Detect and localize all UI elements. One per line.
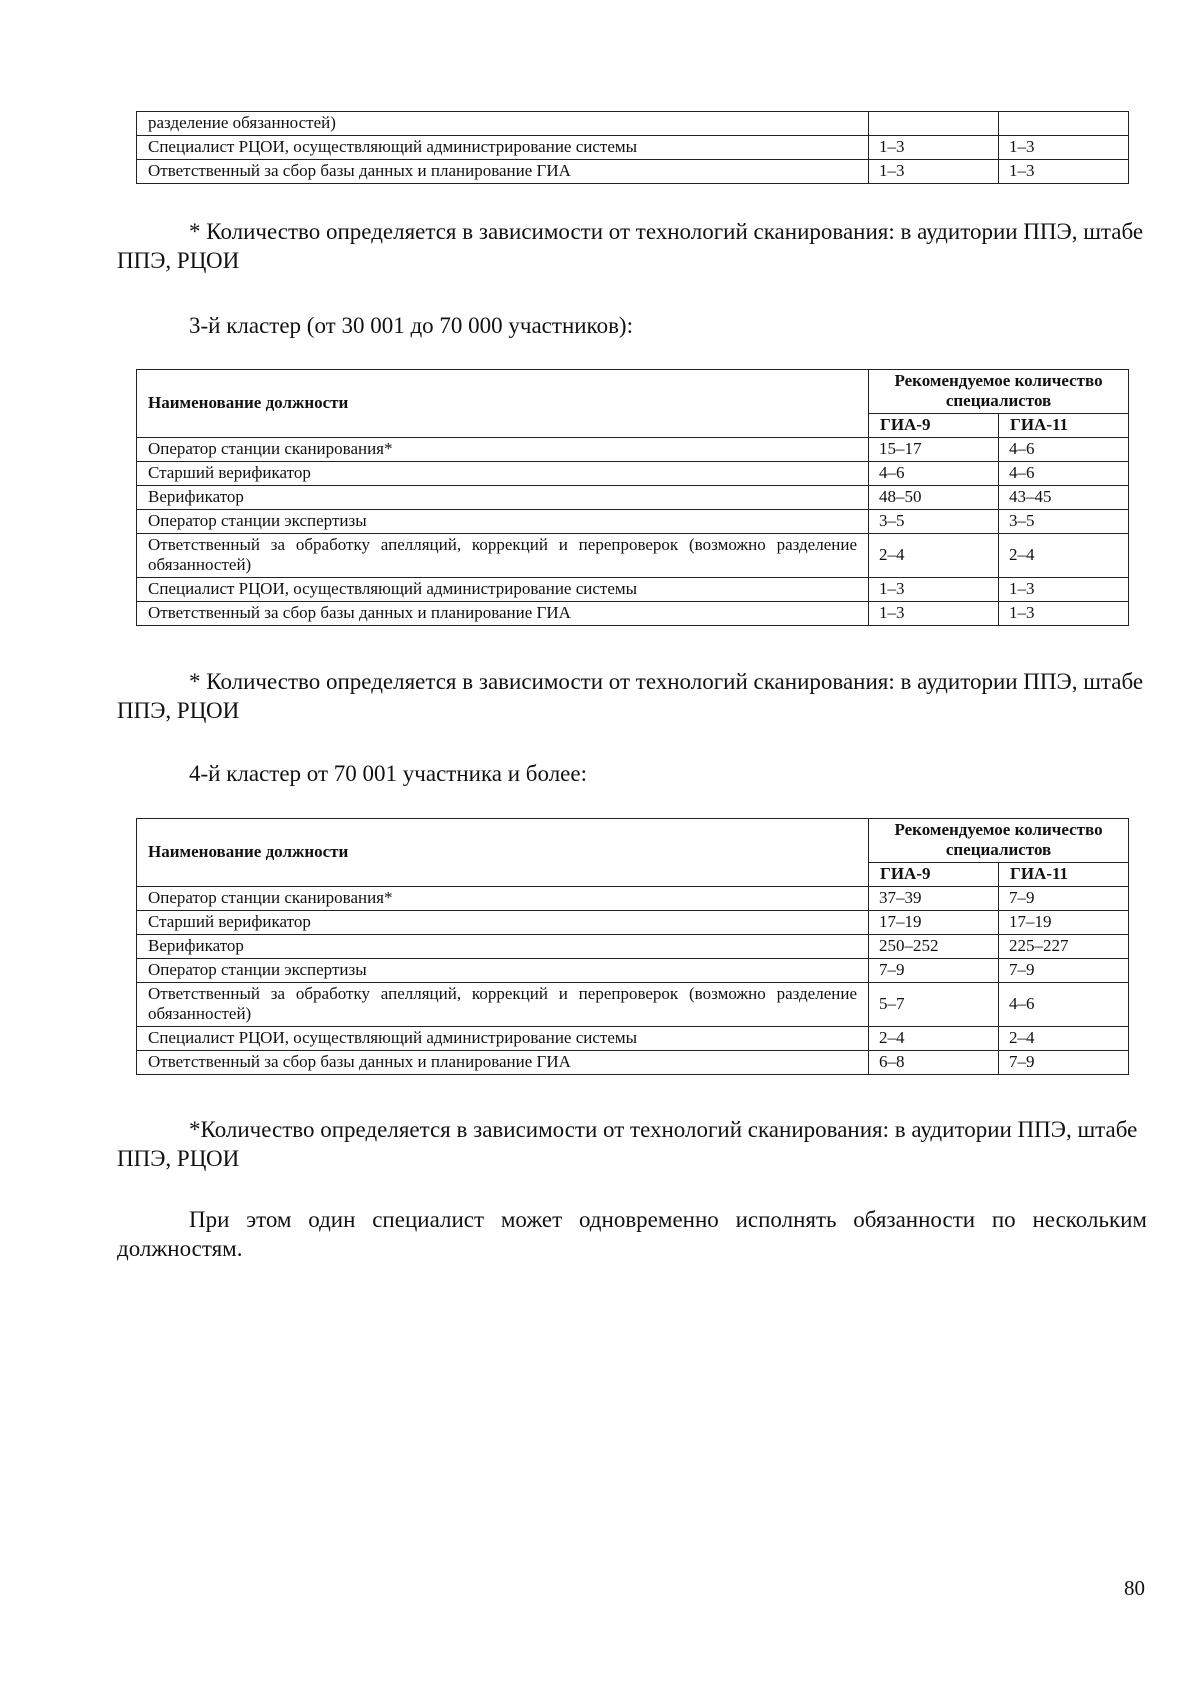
gia9-value: 4–6: [869, 462, 999, 486]
position-name: Старший верификатор: [137, 462, 869, 486]
gia11-value: 2–4: [999, 1027, 1129, 1051]
table-row: [137, 534, 1129, 578]
position-name: Оператор станции экспертизы: [137, 510, 869, 534]
gia11-value: 43–45: [999, 486, 1129, 510]
position-name: Ответственный за обработку апелляций, коррекций и перепроверок (возможно разделение обязанностей): [137, 983, 869, 1027]
gia9-value: 5–7: [869, 983, 999, 1027]
table-header-row: [137, 819, 1129, 863]
position-name: Специалист РЦОИ, осуществляющий администрирование системы: [137, 136, 869, 160]
gia9-value: 1–3: [869, 160, 999, 184]
table-row: [137, 983, 1129, 1027]
gia11-value: 1–3: [999, 602, 1129, 626]
table-header-row: [137, 370, 1129, 414]
position-name: Специалист РЦОИ, осуществляющий администрирование системы: [137, 1027, 869, 1051]
position-name: разделение обязанностей): [137, 112, 869, 136]
gia11-value: 7–9: [999, 959, 1129, 983]
header-position: Наименование должности: [137, 819, 869, 887]
gia9-value: 1–3: [869, 136, 999, 160]
header-recommended: Рекомендуемое количество специалистов: [869, 819, 1129, 863]
gia9-value: 48–50: [869, 486, 999, 510]
footnote-3: *Количество определяется в зависимости от технологий сканирования: в аудитории ППЭ, штабе ППЭ, РЦОИ: [117, 1117, 1138, 1171]
position-name: Оператор станции экспертизы: [137, 959, 869, 983]
table-row: [137, 160, 1129, 184]
cluster4-heading: 4-й кластер от 70 001 участника и более:: [189, 761, 587, 786]
cluster3-table: [136, 369, 1129, 626]
table-row: [137, 462, 1129, 486]
gia11-value: [999, 112, 1129, 136]
gia11-value: 4–6: [999, 462, 1129, 486]
position-name: Ответственный за сбор базы данных и планирование ГИА: [137, 160, 869, 184]
gia11-value: 4–6: [999, 983, 1129, 1027]
cluster4-table: [136, 818, 1129, 1075]
position-name: Оператор станции сканирования*: [137, 438, 869, 462]
position-name: Старший верификатор: [137, 911, 869, 935]
gia11-value: 1–3: [999, 160, 1129, 184]
gia9-value: 7–9: [869, 959, 999, 983]
gia9-value: 1–3: [869, 602, 999, 626]
position-name: Специалист РЦОИ, осуществляющий администрирование системы: [137, 578, 869, 602]
header-gia9: ГИА-9: [869, 863, 999, 887]
gia9-value: [869, 112, 999, 136]
gia9-value: 2–4: [869, 534, 999, 578]
position-name: Ответственный за сбор базы данных и планирование ГИА: [137, 1051, 869, 1075]
table-row: [137, 1027, 1129, 1051]
gia9-value: 37–39: [869, 887, 999, 911]
table-row: [137, 438, 1129, 462]
table-row: [137, 1051, 1129, 1075]
footnote-2: * Количество определяется в зависимости от технологий сканирования: в аудитории ППЭ, штабе ППЭ, РЦОИ: [117, 669, 1144, 723]
gia11-value: 17–19: [999, 911, 1129, 935]
table-row: [137, 911, 1129, 935]
closing-paragraph: При этом один специалист может одновременно исполнять обязанности по нескольким должностям.: [117, 1207, 1147, 1261]
gia11-value: 3–5: [999, 510, 1129, 534]
cluster3-heading: 3-й кластер (от 30 001 до 70 000 участников):: [189, 313, 633, 338]
gia11-value: 7–9: [999, 1051, 1129, 1075]
footnote-1: * Количество определяется в зависимости от технологий сканирования: в аудитории ППЭ, штабе ППЭ, РЦОИ: [117, 219, 1144, 273]
header-gia9: ГИА-9: [869, 414, 999, 438]
gia11-value: 225–227: [999, 935, 1129, 959]
gia11-value: 4–6: [999, 438, 1129, 462]
gia11-value: 2–4: [999, 534, 1129, 578]
table-row: [137, 602, 1129, 626]
gia11-value: 1–3: [999, 578, 1129, 602]
position-name: Верификатор: [137, 486, 869, 510]
gia9-value: 17–19: [869, 911, 999, 935]
gia9-value: 15–17: [869, 438, 999, 462]
table-row: [137, 510, 1129, 534]
header-gia11: ГИА-11: [999, 863, 1129, 887]
table-row: [137, 959, 1129, 983]
table-row: [137, 486, 1129, 510]
position-name: Ответственный за обработку апелляций, коррекций и перепроверок (возможно разделение обязанностей): [137, 534, 869, 578]
header-gia11: ГИА-11: [999, 414, 1129, 438]
table-row: [137, 578, 1129, 602]
table-row: [137, 112, 1129, 136]
header-recommended: Рекомендуемое количество специалистов: [869, 370, 1129, 414]
gia11-value: 7–9: [999, 887, 1129, 911]
gia9-value: 3–5: [869, 510, 999, 534]
position-name: Оператор станции сканирования*: [137, 887, 869, 911]
gia9-value: 250–252: [869, 935, 999, 959]
gia9-value: 6–8: [869, 1051, 999, 1075]
page-number: 80: [1124, 1576, 1145, 1600]
gia11-value: 1–3: [999, 136, 1129, 160]
header-position: Наименование должности: [137, 370, 869, 438]
top-table: [136, 111, 1129, 184]
position-name: Верификатор: [137, 935, 869, 959]
gia9-value: 1–3: [869, 578, 999, 602]
table-row: [137, 136, 1129, 160]
gia9-value: 2–4: [869, 1027, 999, 1051]
table-row: [137, 887, 1129, 911]
position-name: Ответственный за сбор базы данных и планирование ГИА: [137, 602, 869, 626]
table-row: [137, 935, 1129, 959]
